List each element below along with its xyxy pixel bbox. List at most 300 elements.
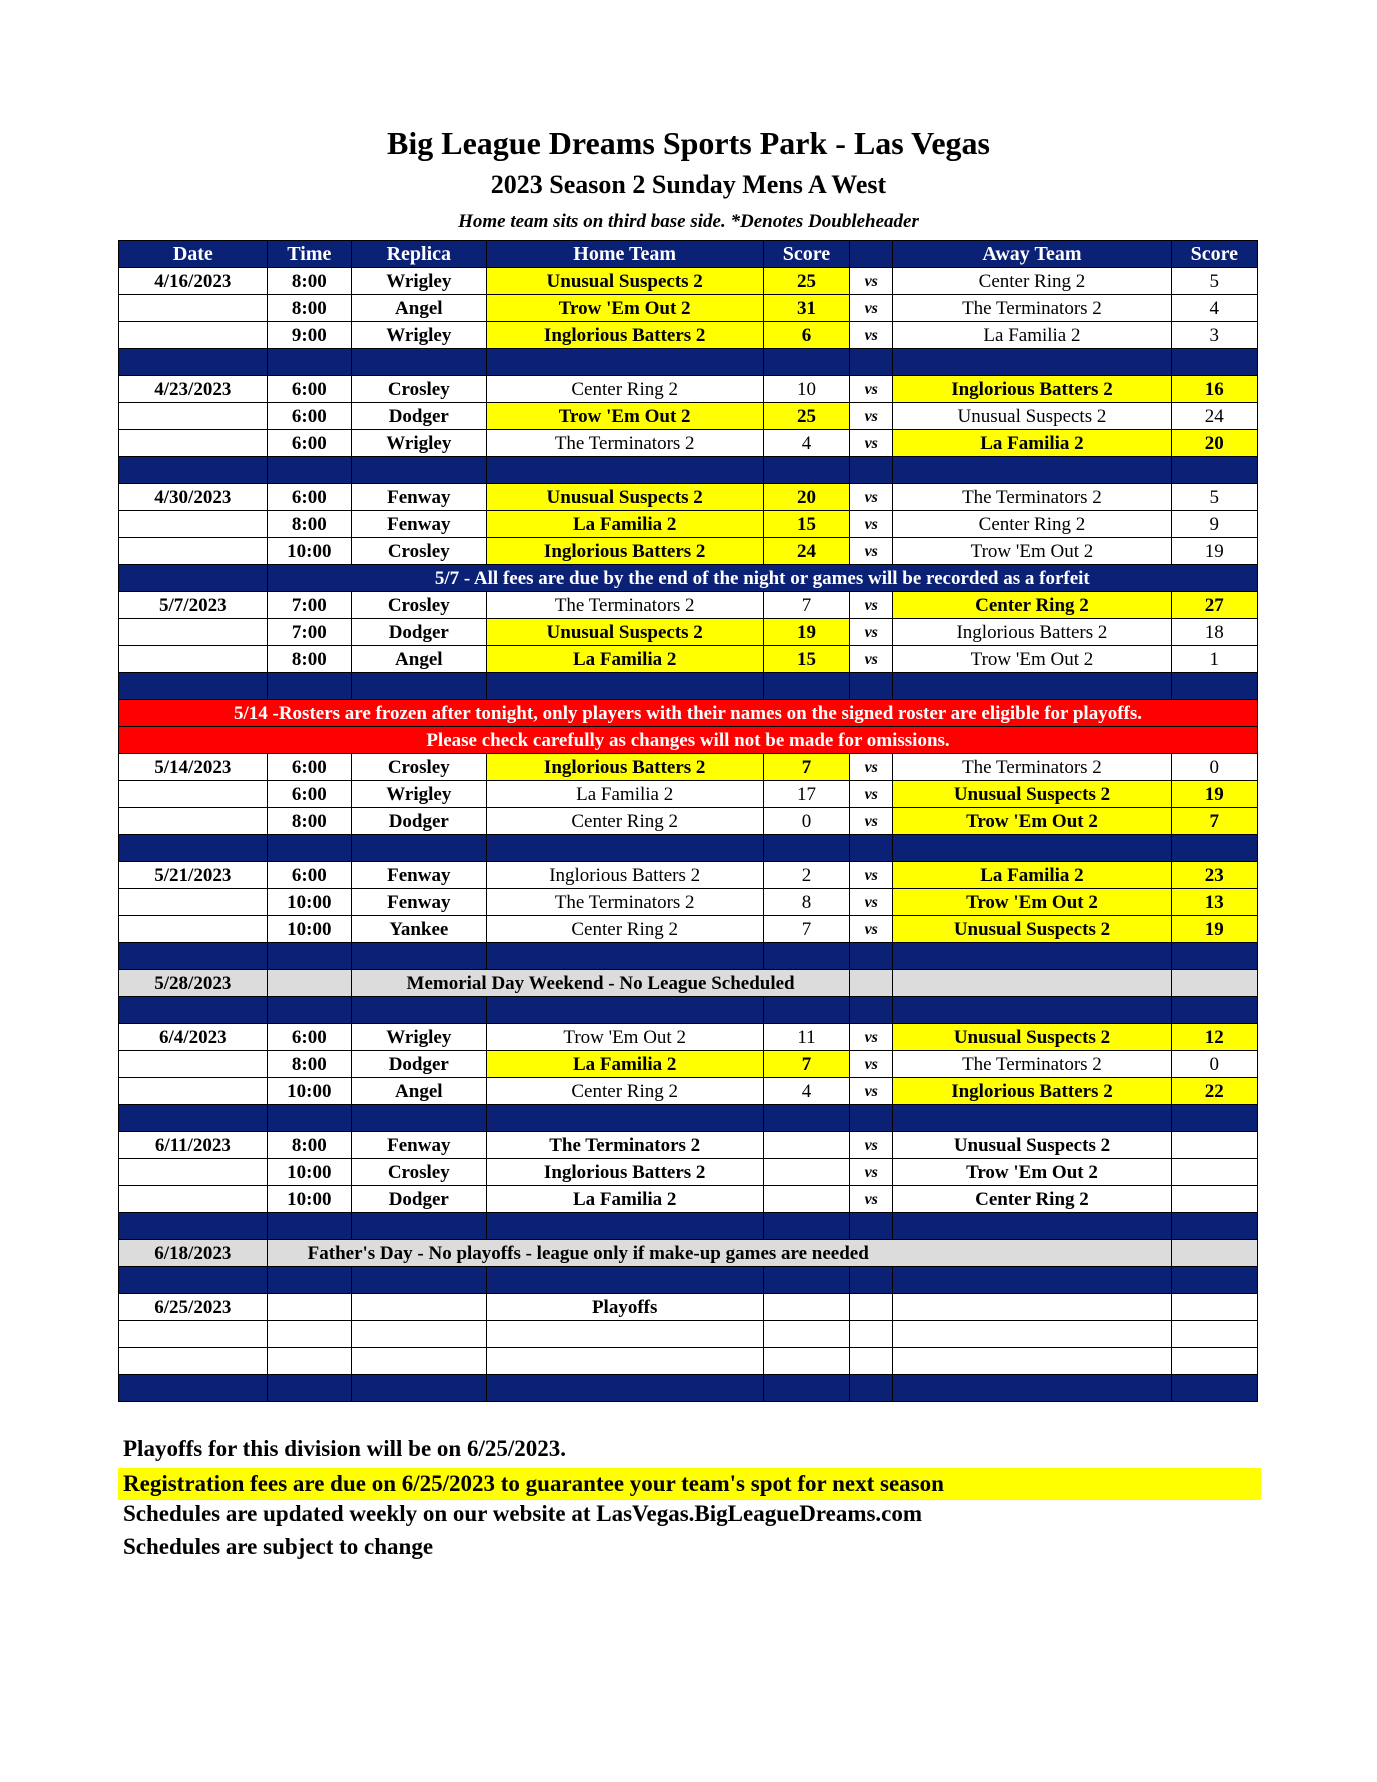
separator-row (119, 1267, 1258, 1294)
separator-cell (267, 835, 351, 862)
home-score: 8 (763, 889, 849, 916)
away-team: Trow 'Em Out 2 (893, 646, 1171, 673)
home-score: 7 (763, 754, 849, 781)
memorial-time (267, 970, 351, 997)
game-time: 9:00 (267, 322, 351, 349)
fathers-score (1171, 1240, 1257, 1267)
playoffs-field (352, 1294, 487, 1321)
game-row (119, 511, 1258, 538)
vs-label: vs (850, 511, 893, 538)
game-field: Fenway (352, 862, 487, 889)
separator-cell (352, 943, 487, 970)
game-date: 4/16/2023 (119, 268, 268, 295)
col-header-away-score: Score (1171, 241, 1257, 268)
home-score: 20 (763, 484, 849, 511)
col-header-replica: Replica (352, 241, 487, 268)
separator-cell (352, 1267, 487, 1294)
game-time: 6:00 (267, 403, 351, 430)
separator-cell (267, 943, 351, 970)
away-score: 3 (1171, 322, 1257, 349)
home-team: La Familia 2 (486, 1186, 763, 1213)
page-subtitle: 2023 Season 2 Sunday Mens A West (490, 170, 887, 199)
separator-cell (119, 835, 268, 862)
home-score: 7 (763, 916, 849, 943)
col-header-date: Date (119, 241, 268, 268)
separator-row (119, 1213, 1258, 1240)
away-score: 16 (1171, 376, 1257, 403)
vs-label: vs (850, 619, 893, 646)
away-team: The Terminators 2 (893, 295, 1171, 322)
game-row (119, 1078, 1258, 1105)
game-time: 8:00 (267, 1132, 351, 1159)
memorial-row (119, 970, 1258, 997)
game-field: Dodger (352, 619, 487, 646)
separator-cell (850, 457, 893, 484)
vs-label: vs (850, 889, 893, 916)
separator-cell (119, 457, 268, 484)
game-field: Fenway (352, 889, 487, 916)
game-field: Fenway (352, 484, 487, 511)
vs-label: vs (850, 1051, 893, 1078)
notice-spacer (119, 565, 268, 592)
game-date (119, 808, 268, 835)
game-field: Yankee (352, 916, 487, 943)
home-team: Inglorious Batters 2 (486, 1159, 763, 1186)
game-row (119, 646, 1258, 673)
separator-cell (893, 1267, 1171, 1294)
home-score: 17 (763, 781, 849, 808)
home-team: La Familia 2 (486, 1051, 763, 1078)
separator-cell (850, 1105, 893, 1132)
separator-cell (119, 349, 268, 376)
page-note: Home team sits on third base side. *Denotes Doubleheader (458, 211, 919, 232)
game-time: 8:00 (267, 646, 351, 673)
empty-cell (352, 1321, 487, 1348)
game-row (119, 619, 1258, 646)
away-score: 27 (1171, 592, 1257, 619)
game-row (119, 592, 1258, 619)
game-field: Dodger (352, 403, 487, 430)
home-team: The Terminators 2 (486, 1132, 763, 1159)
game-date (119, 295, 268, 322)
game-field: Crosley (352, 1159, 487, 1186)
away-score: 20 (1171, 430, 1257, 457)
empty-cell (893, 1321, 1171, 1348)
game-row (119, 889, 1258, 916)
separator-cell (267, 997, 351, 1024)
home-team: Inglorious Batters 2 (486, 538, 763, 565)
game-date (119, 1159, 268, 1186)
memorial-score (1171, 970, 1257, 997)
away-score: 19 (1171, 781, 1257, 808)
vs-label: vs (850, 1024, 893, 1051)
alert-row (119, 700, 1258, 727)
away-team: Unusual Suspects 2 (893, 781, 1171, 808)
separator-cell (352, 457, 487, 484)
game-row (119, 808, 1258, 835)
separator-cell (486, 997, 763, 1024)
separator-cell (850, 997, 893, 1024)
away-team: Inglorious Batters 2 (893, 1078, 1171, 1105)
game-time: 8:00 (267, 268, 351, 295)
playoffs-row (119, 1294, 1258, 1321)
separator-cell (486, 457, 763, 484)
playoffs-time (267, 1294, 351, 1321)
game-row (119, 295, 1258, 322)
home-team: The Terminators 2 (486, 592, 763, 619)
separator-row (119, 1105, 1258, 1132)
empty-cell (893, 1348, 1171, 1375)
alert-row (119, 727, 1258, 754)
away-team: Center Ring 2 (893, 1186, 1171, 1213)
away-score: 23 (1171, 862, 1257, 889)
game-date: 5/14/2023 (119, 754, 268, 781)
playoffs-empty (1171, 1294, 1257, 1321)
game-row (119, 268, 1258, 295)
home-team: Center Ring 2 (486, 376, 763, 403)
game-row (119, 430, 1258, 457)
game-date (119, 781, 268, 808)
game-row (119, 1132, 1258, 1159)
vs-label: vs (850, 538, 893, 565)
home-team: Trow 'Em Out 2 (486, 1024, 763, 1051)
fathers-text: Father's Day - No playoffs - league only if make-up games are needed (267, 1240, 1171, 1267)
schedule-body (119, 268, 1258, 1402)
game-row (119, 1051, 1258, 1078)
game-time: 10:00 (267, 889, 351, 916)
game-date: 4/30/2023 (119, 484, 268, 511)
away-score: 5 (1171, 484, 1257, 511)
home-score: 4 (763, 1078, 849, 1105)
game-time: 6:00 (267, 781, 351, 808)
game-date (119, 889, 268, 916)
separator-row (119, 943, 1258, 970)
vs-label: vs (850, 1159, 893, 1186)
game-row (119, 376, 1258, 403)
away-team: Trow 'Em Out 2 (893, 889, 1171, 916)
away-team: La Familia 2 (893, 322, 1171, 349)
vs-label: vs (850, 430, 893, 457)
away-score: 0 (1171, 1051, 1257, 1078)
game-field: Wrigley (352, 322, 487, 349)
col-header-vs (850, 241, 893, 268)
home-team: La Familia 2 (486, 646, 763, 673)
game-time: 6:00 (267, 484, 351, 511)
empty-cell (267, 1348, 351, 1375)
game-date (119, 403, 268, 430)
away-score: 13 (1171, 889, 1257, 916)
game-date (119, 1051, 268, 1078)
separator-cell (352, 673, 487, 700)
home-team: La Familia 2 (486, 511, 763, 538)
home-team: Inglorious Batters 2 (486, 322, 763, 349)
home-score: 6 (763, 322, 849, 349)
away-score: 18 (1171, 619, 1257, 646)
game-row (119, 1159, 1258, 1186)
game-date: 6/11/2023 (119, 1132, 268, 1159)
separator-cell (1171, 1267, 1257, 1294)
footer-change-note: Schedules are subject to change (123, 1534, 434, 1559)
away-team: Center Ring 2 (893, 268, 1171, 295)
vs-label: vs (850, 1078, 893, 1105)
separator-cell (763, 349, 849, 376)
away-score: 4 (1171, 295, 1257, 322)
home-team: Inglorious Batters 2 (486, 754, 763, 781)
empty-cell (119, 1321, 268, 1348)
game-row (119, 538, 1258, 565)
game-field: Crosley (352, 592, 487, 619)
away-team: The Terminators 2 (893, 754, 1171, 781)
separator-cell (486, 1267, 763, 1294)
game-row (119, 1186, 1258, 1213)
roster-notice-line2: Please check carefully as changes will not be made for omissions. (119, 727, 1258, 754)
separator-cell (267, 1105, 351, 1132)
away-score: 7 (1171, 808, 1257, 835)
separator-cell (119, 943, 268, 970)
separator-cell (119, 1105, 268, 1132)
vs-label: vs (850, 808, 893, 835)
empty-cell (1171, 1348, 1257, 1375)
away-team: Unusual Suspects 2 (893, 1024, 1171, 1051)
schedule-table (118, 240, 1258, 1402)
game-time: 7:00 (267, 592, 351, 619)
home-team: Inglorious Batters 2 (486, 862, 763, 889)
away-score: 0 (1171, 754, 1257, 781)
separator-cell (352, 1375, 487, 1402)
game-date (119, 646, 268, 673)
home-team: The Terminators 2 (486, 889, 763, 916)
game-field: Crosley (352, 538, 487, 565)
game-time: 7:00 (267, 619, 351, 646)
separator-cell (119, 1213, 268, 1240)
empty-cell (352, 1348, 487, 1375)
game-field: Crosley (352, 376, 487, 403)
separator-cell (352, 997, 487, 1024)
game-field: Angel (352, 646, 487, 673)
separator-cell (1171, 1105, 1257, 1132)
separator-cell (486, 1375, 763, 1402)
away-team: Unusual Suspects 2 (893, 1132, 1171, 1159)
away-team: Trow 'Em Out 2 (893, 808, 1171, 835)
page-title: Big League Dreams Sports Park - Las Vegas (387, 125, 990, 161)
away-score (1171, 1132, 1257, 1159)
empty-cell (267, 1321, 351, 1348)
away-team: Inglorious Batters 2 (893, 376, 1171, 403)
game-row (119, 484, 1258, 511)
empty-cell (486, 1348, 763, 1375)
away-team: Trow 'Em Out 2 (893, 538, 1171, 565)
game-time: 6:00 (267, 376, 351, 403)
home-team: Unusual Suspects 2 (486, 619, 763, 646)
separator-cell (850, 1267, 893, 1294)
home-team: Unusual Suspects 2 (486, 268, 763, 295)
away-team: Unusual Suspects 2 (893, 916, 1171, 943)
separator-cell (850, 349, 893, 376)
separator-cell (119, 997, 268, 1024)
table-header-row (119, 241, 1258, 268)
separator-cell (850, 673, 893, 700)
vs-label: vs (850, 754, 893, 781)
separator-cell (893, 943, 1171, 970)
away-team: Unusual Suspects 2 (893, 403, 1171, 430)
separator-cell (1171, 997, 1257, 1024)
home-team: Center Ring 2 (486, 1078, 763, 1105)
away-team: Center Ring 2 (893, 511, 1171, 538)
away-score: 1 (1171, 646, 1257, 673)
separator-cell (893, 673, 1171, 700)
home-score: 25 (763, 268, 849, 295)
home-score: 25 (763, 403, 849, 430)
separator-cell (352, 349, 487, 376)
separator-row (119, 457, 1258, 484)
memorial-date: 5/28/2023 (119, 970, 268, 997)
game-field: Wrigley (352, 430, 487, 457)
game-date (119, 511, 268, 538)
home-score (763, 1132, 849, 1159)
home-team: Center Ring 2 (486, 916, 763, 943)
home-team: Unusual Suspects 2 (486, 484, 763, 511)
vs-label: vs (850, 376, 893, 403)
vs-label: vs (850, 268, 893, 295)
vs-label: vs (850, 781, 893, 808)
separator-cell (267, 1375, 351, 1402)
empty-cell (763, 1321, 849, 1348)
away-score: 12 (1171, 1024, 1257, 1051)
game-field: Fenway (352, 1132, 487, 1159)
separator-cell (763, 1105, 849, 1132)
away-team: The Terminators 2 (893, 1051, 1171, 1078)
away-score: 19 (1171, 916, 1257, 943)
game-field: Wrigley (352, 781, 487, 808)
game-date (119, 538, 268, 565)
playoffs-empty (763, 1294, 849, 1321)
home-score: 0 (763, 808, 849, 835)
game-field: Wrigley (352, 1024, 487, 1051)
fathers-day-row (119, 1240, 1258, 1267)
home-score: 7 (763, 1051, 849, 1078)
away-score (1171, 1186, 1257, 1213)
game-field: Crosley (352, 754, 487, 781)
away-score: 9 (1171, 511, 1257, 538)
notice-row (119, 565, 1258, 592)
separator-cell (1171, 673, 1257, 700)
vs-label: vs (850, 862, 893, 889)
game-time: 10:00 (267, 1078, 351, 1105)
col-header-home-score: Score (763, 241, 849, 268)
game-time: 6:00 (267, 754, 351, 781)
game-date (119, 1186, 268, 1213)
home-team: La Familia 2 (486, 781, 763, 808)
separator-cell (1171, 1375, 1257, 1402)
game-time: 10:00 (267, 916, 351, 943)
footer-website-note: Schedules are updated weekly on our website at LasVegas.BigLeagueDreams.com (123, 1501, 923, 1526)
separator-cell (850, 1213, 893, 1240)
home-score: 11 (763, 1024, 849, 1051)
empty-cell (1171, 1321, 1257, 1348)
roster-notice-line1: 5/14 -Rosters are frozen after tonight, only players with their names on the signed roster are eligible for playoffs. (119, 700, 1258, 727)
empty-cell (850, 1321, 893, 1348)
separator-cell (893, 457, 1171, 484)
empty-cell (763, 1348, 849, 1375)
game-row (119, 916, 1258, 943)
fees-notice: 5/7 - All fees are due by the end of the night or games will be recorded as a forfeit (267, 565, 1257, 592)
home-score: 10 (763, 376, 849, 403)
empty-cell (850, 1348, 893, 1375)
away-score: 24 (1171, 403, 1257, 430)
separator-cell (486, 1213, 763, 1240)
separator-cell (763, 943, 849, 970)
vs-label: vs (850, 916, 893, 943)
vs-label: vs (850, 646, 893, 673)
game-time: 10:00 (267, 1186, 351, 1213)
separator-row (119, 1375, 1258, 1402)
separator-row (119, 673, 1258, 700)
home-score: 15 (763, 511, 849, 538)
col-header-away-team: Away Team (893, 241, 1171, 268)
game-time: 6:00 (267, 430, 351, 457)
game-field: Wrigley (352, 268, 487, 295)
away-team: The Terminators 2 (893, 484, 1171, 511)
separator-cell (893, 997, 1171, 1024)
away-team: La Familia 2 (893, 430, 1171, 457)
separator-cell (352, 1213, 487, 1240)
playoffs-label: Playoffs (486, 1294, 763, 1321)
home-score: 31 (763, 295, 849, 322)
separator-cell (850, 835, 893, 862)
memorial-vs (850, 970, 893, 997)
game-date (119, 430, 268, 457)
playoffs-empty (850, 1294, 893, 1321)
separator-cell (267, 1213, 351, 1240)
home-team: Trow 'Em Out 2 (486, 295, 763, 322)
separator-cell (486, 1105, 763, 1132)
home-team: Center Ring 2 (486, 808, 763, 835)
separator-cell (850, 1375, 893, 1402)
memorial-text: Memorial Day Weekend - No League Scheduled (352, 970, 850, 997)
game-field: Dodger (352, 1186, 487, 1213)
game-row (119, 754, 1258, 781)
separator-row (119, 997, 1258, 1024)
separator-cell (486, 943, 763, 970)
memorial-away (893, 970, 1171, 997)
game-date: 5/21/2023 (119, 862, 268, 889)
separator-cell (267, 349, 351, 376)
game-date (119, 1078, 268, 1105)
home-score: 19 (763, 619, 849, 646)
playoffs-empty (893, 1294, 1171, 1321)
away-team: Trow 'Em Out 2 (893, 1159, 1171, 1186)
footer-playoffs-note: Playoffs for this division will be on 6/25/2023. (123, 1436, 567, 1461)
separator-cell (119, 673, 268, 700)
game-row (119, 403, 1258, 430)
game-date (119, 619, 268, 646)
game-field: Fenway (352, 511, 487, 538)
separator-cell (352, 835, 487, 862)
game-row (119, 781, 1258, 808)
home-team: Trow 'Em Out 2 (486, 403, 763, 430)
empty-row (119, 1348, 1258, 1375)
separator-cell (1171, 349, 1257, 376)
separator-cell (267, 1267, 351, 1294)
fathers-date: 6/18/2023 (119, 1240, 268, 1267)
game-field: Dodger (352, 1051, 487, 1078)
separator-cell (763, 673, 849, 700)
game-time: 6:00 (267, 862, 351, 889)
empty-cell (119, 1348, 268, 1375)
away-score: 5 (1171, 268, 1257, 295)
vs-label: vs (850, 322, 893, 349)
vs-label: vs (850, 295, 893, 322)
